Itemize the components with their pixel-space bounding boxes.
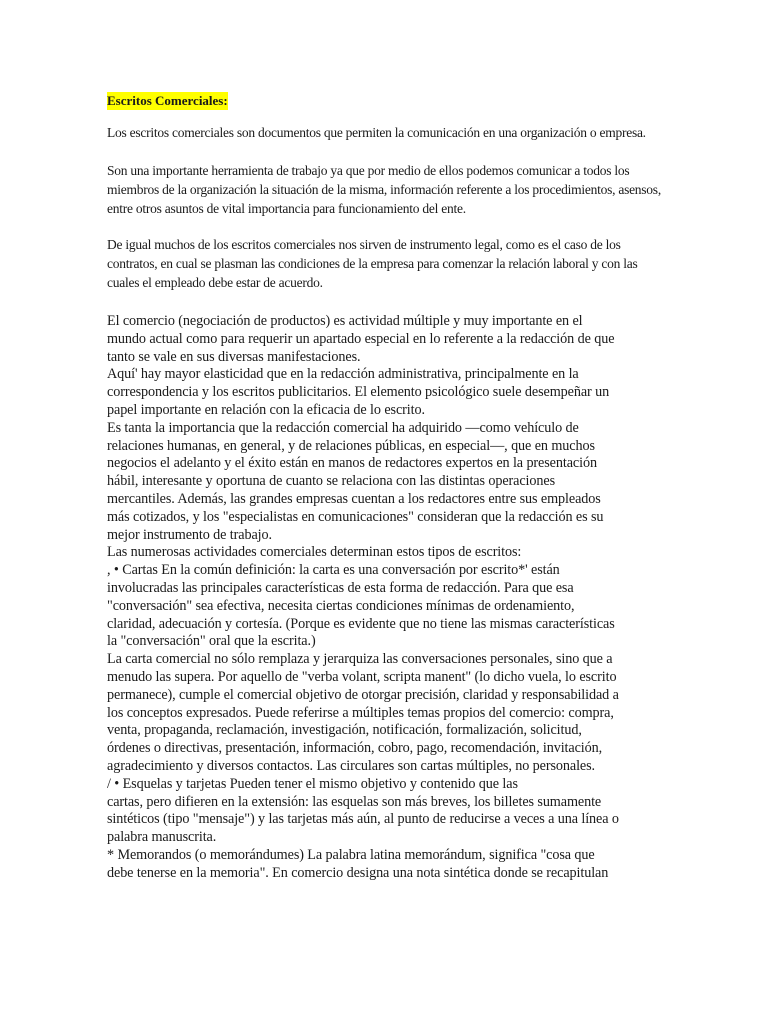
body-line: los conceptos expresados. Puede referirse a múltiples temas propios del comercio: compra,: [107, 704, 614, 721]
body-line: permanece), cumple el comercial objetivo de otorgar precisión, claridad y responsabilidad a: [107, 686, 619, 703]
body-line: Es tanta la importancia que la redacción comercial ha adquirido —como vehículo de: [107, 419, 579, 436]
body-line: palabra manuscrita.: [107, 829, 217, 846]
body-line: venta, propaganda, reclamación, investigación, notificación, formalización, solicitud,: [107, 722, 582, 739]
body-line: papel importante en relación con la eficacia de lo escrito.: [107, 401, 425, 418]
body-line: correspondencia y los escritos publicitarios. El elemento psicológico suele desempeñar un: [107, 384, 610, 401]
body-line: menudo las supera. Por aquello de "verba volant, scripta manent" (lo dicho vuela, lo escrito: [107, 668, 617, 685]
body-line: cartas, pero difieren en la extensión: las esquelas son más breves, los billetes sumamente: [107, 793, 602, 810]
document-page: [107, 92, 663, 883]
intro-paragraph-1: Los escritos comerciales son documentos que permiten la comunicación en una organización o empresa.: [107, 125, 646, 140]
body-line: debe tenerse en la memoria". En comercio designa una nota sintética donde se recapitulan: [107, 864, 609, 881]
body-line: Aquí' hay mayor elasticidad que en la redacción administrativa, principalmente en la: [107, 366, 579, 383]
body-line: mundo actual como para requerir un apartado especial en lo referente a la redacción de que: [107, 330, 615, 347]
body-line: / • Esquelas y tarjetas Pueden tener el mismo objetivo y contenido que las: [107, 775, 518, 792]
body-line: mercantiles. Además, las grandes empresas cuentan a los redactores entre sus empleados: [107, 490, 601, 507]
document-title: Escritos Comerciales:: [107, 93, 228, 108]
body-line: El comercio (negociación de productos) es actividad múltiple y muy importante en el: [107, 313, 583, 329]
body-line: la "conversación" oral que la escrita.): [107, 633, 316, 650]
body-line: más cotizados, y los "especialistas en comunicaciones" consideran que la redacción es su: [107, 508, 604, 525]
body-line: * Memorandos (o memorándumes) La palabra latina memorándum, significa "cosa que: [107, 846, 595, 863]
body-line: involucradas las principales características de esta forma de redacción. Para que esa: [107, 579, 574, 596]
body-line: negocios el adelanto y el éxito están en manos de redactores expertos en la presentación: [107, 455, 597, 472]
body-line: mejor instrumento de trabajo.: [107, 526, 272, 543]
intro-paragraph-2: Son una importante herramienta de trabajo ya que por medio de ellos podemos comunicar a todos los miembros de la organización la situación de la misma, información referente a los procedimientos, asensos, entre otros asuntos de vital importancia para funcionamiento del ente.: [107, 163, 661, 216]
intro-paragraph-3: De igual muchos de los escritos comerciales nos sirven de instrumento legal, como es el caso de los contratos, en cual se plasman las condiciones de la empresa para comenzar la relación laboral y con las cuales el empleado debe estar de acuerdo.: [107, 237, 638, 290]
body-line: Las numerosas actividades comerciales determinan estos tipos de escritos:: [107, 544, 522, 561]
body-line: , • Cartas En la común definición: la carta es una conversación por escrito*' están: [107, 562, 560, 579]
body-line: sintéticos (tipo "mensaje") y las tarjetas más aún, al punto de reducirse a veces a una línea o: [107, 811, 619, 828]
body-text: [107, 313, 663, 883]
body-line: órdenes o directivas, presentación, información, cobro, pago, recomendación, invitación,: [107, 740, 603, 757]
body-line: hábil, interesante y oportuna de cuanto se relaciona con las distintas operaciones: [107, 473, 556, 490]
body-line: relaciones humanas, en general, y de relaciones públicas, en especial—, que en muchos: [107, 437, 595, 454]
body-line: La carta comercial no sólo remplaza y jerarquiza las conversaciones personales, sino que a: [107, 651, 613, 668]
body-line: "conversación" sea efectiva, necesita ciertas condiciones mínimas de ordenamiento,: [107, 597, 575, 614]
body-line: agradecimiento y diversos contactos. Las circulares son cartas múltiples, no personales.: [107, 757, 595, 774]
body-line: tanto se vale en sus diversas manifestaciones.: [107, 348, 361, 365]
body-line: claridad, adecuación y cortesía. (Porque es evidente que no tiene las mismas características: [107, 615, 615, 632]
